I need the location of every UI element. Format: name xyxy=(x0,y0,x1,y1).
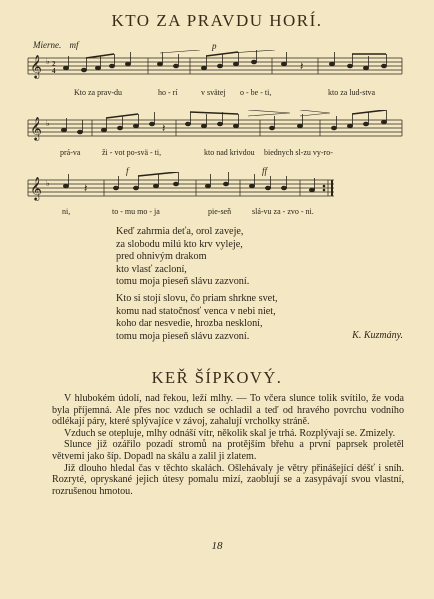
verse-line: tomu moja pieseň slávu zazvoní. xyxy=(116,276,250,288)
song-title: KTO ZA PRAVDU HORÍ. xyxy=(111,11,323,30)
page-number: 18 xyxy=(211,540,223,552)
svg-text:𝄽: 𝄽 xyxy=(84,183,88,195)
lyric-2-3: kto nad krivdou xyxy=(204,148,255,157)
dynamic-mf: mf xyxy=(69,40,79,50)
verse-line: Kto si stojí slovu, čo priam shrkne svet, xyxy=(116,293,278,304)
paragraph: Již dlouho hledal čas v těchto skalách. Ošlehávaly je větry přinášející déšť i sníh. Rozryté, opryskané jejich útesy pomalu mizí, zaoblují se a zasypávají svou vlastní, rozrušenou hmotou. xyxy=(52,462,404,497)
lyric-3-2: to - mu mo - ja xyxy=(112,207,160,216)
lyric-1-2: ho - rí xyxy=(158,88,178,97)
paragraph: V hlubokém údolí, nad řekou, leží mlhy. — To včera slunce tolik svítilo, že voda byla příjemná. Ale přes noc vzduch se ochladil a teď od hravého povrchu vodního odlékají páry, které splývajíce v závoj, zahalují vrcholky stráně. xyxy=(52,393,404,428)
tempo-text: Mierne. xyxy=(33,40,62,50)
svg-text:𝄽: 𝄽 xyxy=(300,61,304,73)
lyric-3-4: slá-vu za - zvo - ni. xyxy=(252,207,314,216)
verse-line: komu nad statočnosť venca v nebi niet, xyxy=(116,305,276,317)
verse-line: za slobodu milú kto krv vyleje, xyxy=(116,238,243,250)
svg-text:♭: ♭ xyxy=(46,119,50,128)
dynamic-p: p xyxy=(212,41,217,51)
lyric-1-4: o - be - ti, xyxy=(240,88,272,97)
svg-text:𝄞: 𝄞 xyxy=(30,56,42,78)
dynamic-ff: ff xyxy=(262,166,268,176)
svg-text:𝄞: 𝄞 xyxy=(30,118,42,140)
verse-1 xyxy=(116,226,416,289)
svg-text:𝄽: 𝄽 xyxy=(162,123,166,135)
tempo-marking xyxy=(33,40,79,50)
lyric-2-2: ži - vot po-svä - ti, xyxy=(102,148,162,157)
lyric-1-1: Kto za prav-du xyxy=(74,88,122,97)
svg-text:♭: ♭ xyxy=(46,179,50,188)
paragraph: Slunce již ozářilo pozadí stromů na protějším břehu a první paprsek proletěl větvemi jako šíp. Dopadl na skálu a zalil ji zlatem. xyxy=(52,439,404,462)
svg-text:𝄞: 𝄞 xyxy=(30,178,42,200)
dynamic-f: f xyxy=(126,166,129,176)
paragraph: Vzduch se otepluje, mlhy odnáší vítr, několik skal je trhá. Rozplývají se. Zmizely. xyxy=(64,427,396,439)
verse-line: Keď zahrmia deťa, orol zaveje, xyxy=(116,226,244,237)
verse-line: tomu moja pieseň slávu zazvoní. xyxy=(116,330,250,342)
story-text xyxy=(52,393,404,497)
story-title: KEŘ ŠÍPKOVÝ. xyxy=(151,368,283,387)
author-signature: K. Kuzmány. xyxy=(352,330,403,341)
lyric-3-3: pie-seň xyxy=(208,207,232,216)
music-staff-3 xyxy=(0,172,434,208)
lyric-2-1: prá-va xyxy=(60,148,81,157)
lyric-2-4: biednych sl-zu vy-ro- xyxy=(264,148,333,157)
lyric-1-5: kto za lud-stva xyxy=(328,88,376,97)
lyric-3-1: ni, xyxy=(62,207,71,216)
lyric-1-3: v svätej xyxy=(201,88,226,97)
music-staff-2 xyxy=(0,110,434,150)
verse-line: koho dar nesvedie, hrozba neskloní, xyxy=(116,318,263,330)
svg-text:4: 4 xyxy=(52,67,56,75)
svg-text:2: 2 xyxy=(52,60,56,68)
svg-text:♭: ♭ xyxy=(46,57,50,66)
verse-line: kto vlasť zacloní, xyxy=(116,263,187,275)
verse-line: pred ohnivým drakom xyxy=(116,251,207,263)
